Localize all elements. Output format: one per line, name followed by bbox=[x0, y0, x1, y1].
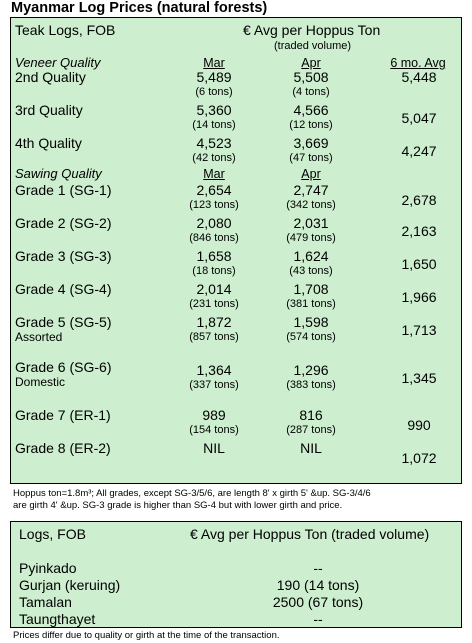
species-name: Tamalan bbox=[19, 594, 72, 610]
grade-name: Grade 5 (SG-5) bbox=[15, 314, 112, 330]
grade-name: Grade 3 (SG-3) bbox=[15, 248, 112, 264]
apr-volume: (342 tons) bbox=[286, 199, 336, 211]
mar-price: 5,489 bbox=[196, 69, 232, 85]
mar-volume: (857 tons) bbox=[189, 331, 239, 343]
six-month-avg: 1,072 bbox=[401, 450, 437, 466]
grade-name: 3rd Quality bbox=[15, 102, 83, 118]
grade-name: Grade 2 (SG-2) bbox=[15, 215, 112, 231]
apr-price: 2,031 bbox=[293, 215, 329, 231]
species-name: Gurjan (keruing) bbox=[19, 577, 121, 593]
apr-volume: (287 tons) bbox=[286, 424, 336, 436]
mar-price: 989 bbox=[202, 407, 226, 423]
teak-header-right: € Avg per Hoppus Ton bbox=[243, 22, 381, 38]
species-name: Pyinkado bbox=[19, 560, 77, 576]
grade-name: Grade 8 (ER-2) bbox=[15, 440, 111, 456]
apr-price: 1,624 bbox=[293, 248, 329, 264]
teak-header-sub: (traded volume) bbox=[274, 40, 352, 52]
apr-price: 1,296 bbox=[293, 362, 329, 378]
apr-volume: (12 tons) bbox=[289, 119, 333, 131]
page-title: Myanmar Log Prices (natural forests) bbox=[11, 0, 268, 16]
species-price: -- bbox=[313, 611, 323, 627]
logs-header-right: € Avg per Hoppus Ton (traded volume) bbox=[190, 526, 430, 542]
col-mar-sawing: Mar bbox=[203, 167, 225, 181]
apr-price: 3,669 bbox=[293, 135, 329, 151]
mar-volume: (123 tons) bbox=[189, 199, 239, 211]
mar-volume: (337 tons) bbox=[189, 379, 239, 391]
mar-price: 5,360 bbox=[196, 102, 232, 118]
six-month-avg: 1,966 bbox=[401, 289, 437, 305]
mar-price: 4,523 bbox=[196, 135, 232, 151]
apr-price: 1,708 bbox=[293, 281, 329, 297]
species-price: -- bbox=[313, 560, 323, 576]
mar-price: 2,654 bbox=[196, 182, 232, 198]
col-mar-veneer: Mar bbox=[203, 56, 225, 70]
six-month-avg: 2,163 bbox=[401, 223, 437, 239]
six-month-avg: 5,448 bbox=[401, 69, 437, 85]
mar-price: 2,080 bbox=[196, 215, 232, 231]
six-month-avg: 2,678 bbox=[401, 192, 437, 208]
hoppus-note bbox=[13, 488, 371, 512]
mar-price: 2,014 bbox=[196, 281, 232, 297]
grade-subtitle: Domestic bbox=[15, 375, 66, 389]
six-month-avg: 4,247 bbox=[401, 143, 437, 159]
col-6mo-avg: 6 mo. Avg bbox=[390, 56, 446, 70]
species-name: Taungthayet bbox=[19, 611, 96, 627]
apr-volume: (4 tons) bbox=[292, 86, 330, 98]
hoppus-note-line: Hoppus ton=1.8m³; All grades, except SG-3/5/6, are length 8' x girth 5' &up. SG-3/4/6 bbox=[13, 488, 371, 499]
apr-price: NIL bbox=[300, 440, 322, 456]
mar-price: 1,658 bbox=[196, 248, 232, 264]
grade-name: Grade 1 (SG-1) bbox=[15, 182, 112, 198]
apr-volume: (381 tons) bbox=[286, 298, 336, 310]
apr-price: 5,508 bbox=[293, 69, 329, 85]
sawing-quality-label: Sawing Quality bbox=[15, 166, 102, 181]
mar-price: 1,872 bbox=[196, 314, 232, 330]
mar-volume: (6 tons) bbox=[195, 86, 233, 98]
species-price: 2500 (67 tons) bbox=[272, 594, 364, 610]
six-month-avg: 1,345 bbox=[401, 370, 437, 386]
six-month-avg: 990 bbox=[407, 417, 431, 433]
apr-volume: (479 tons) bbox=[286, 232, 336, 244]
mar-volume: (231 tons) bbox=[189, 298, 239, 310]
six-month-avg: 1,650 bbox=[401, 256, 437, 272]
apr-price: 4,566 bbox=[293, 102, 329, 118]
mar-volume: (154 tons) bbox=[189, 424, 239, 436]
grade-name: 4th Quality bbox=[15, 135, 82, 151]
six-month-avg: 1,713 bbox=[401, 322, 437, 338]
hoppus-note-line: are girth 4' &up. SG-3 grade is higher than SG-4 but with lower girth and price. bbox=[13, 500, 343, 511]
grade-name: Grade 6 (SG-6) bbox=[15, 359, 112, 375]
apr-price: 816 bbox=[299, 407, 323, 423]
species-price: 190 (14 tons) bbox=[276, 577, 360, 593]
mar-volume: (42 tons) bbox=[192, 152, 236, 164]
grade-name: 2nd Quality bbox=[15, 69, 86, 85]
teak-header-left: Teak Logs, FOB bbox=[15, 22, 116, 38]
veneer-quality-label: Veneer Quality bbox=[15, 55, 101, 70]
mar-volume: (846 tons) bbox=[189, 232, 239, 244]
grade-subtitle: Assorted bbox=[15, 330, 63, 344]
col-apr-veneer: Apr bbox=[301, 56, 321, 70]
mar-volume: (18 tons) bbox=[192, 265, 236, 277]
apr-volume: (47 tons) bbox=[289, 152, 333, 164]
mar-price: NIL bbox=[203, 440, 225, 456]
apr-price: 2,747 bbox=[293, 182, 329, 198]
apr-volume: (383 tons) bbox=[286, 379, 336, 391]
logs-header-left: Logs, FOB bbox=[19, 526, 86, 542]
apr-volume: (43 tons) bbox=[289, 265, 333, 277]
apr-volume: (574 tons) bbox=[286, 331, 336, 343]
logs-note: Prices differ due to quality or girth at the time of the transaction. bbox=[13, 630, 280, 641]
apr-price: 1,598 bbox=[293, 314, 329, 330]
col-apr-sawing: Apr bbox=[301, 167, 321, 181]
six-month-avg: 5,047 bbox=[401, 110, 437, 126]
mar-volume: (14 tons) bbox=[192, 119, 236, 131]
grade-name: Grade 7 (ER-1) bbox=[15, 407, 111, 423]
grade-name: Grade 4 (SG-4) bbox=[15, 281, 112, 297]
mar-price: 1,364 bbox=[196, 362, 232, 378]
